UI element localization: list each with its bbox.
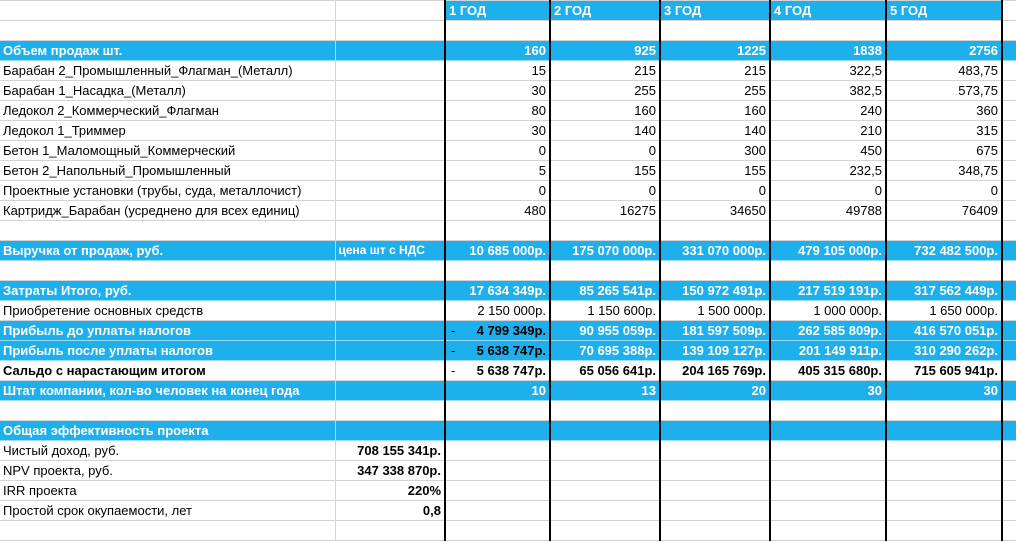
cell[interactable] (886, 481, 1002, 501)
cell[interactable] (1002, 81, 1016, 101)
metric-value[interactable]: 220% (335, 481, 445, 501)
cell[interactable] (1002, 481, 1016, 501)
cell[interactable] (0, 401, 335, 421)
item-value[interactable]: 255 (550, 81, 660, 101)
item-value[interactable]: 15 (445, 61, 550, 81)
cell[interactable] (1002, 61, 1016, 81)
year-header[interactable]: 4 ГОД (770, 1, 886, 21)
item-value[interactable]: 30 (445, 121, 550, 141)
revenue-value[interactable]: 479 105 000р. (770, 241, 886, 261)
cell[interactable] (886, 261, 1002, 281)
item-label[interactable]: Бетон 1_Маломощный_Коммерческий (0, 141, 335, 161)
cell[interactable] (550, 461, 660, 481)
cell[interactable] (335, 101, 445, 121)
item-label[interactable]: Проектные установки (трубы, суда, металлочист) (0, 181, 335, 201)
cell[interactable] (1002, 21, 1016, 41)
pbt-row (0, 321, 1016, 341)
cell[interactable] (1002, 341, 1016, 361)
item-value[interactable]: 480 (445, 201, 550, 221)
cell[interactable] (335, 121, 445, 141)
item-value[interactable]: 300 (660, 141, 770, 161)
sales-total[interactable]: 1838 (770, 41, 886, 61)
cell[interactable] (335, 321, 445, 341)
cell[interactable] (660, 461, 770, 481)
table-row (0, 61, 1016, 81)
pbt-value[interactable]: 416 570 051р. (886, 321, 1002, 341)
cell[interactable] (335, 141, 445, 161)
cell[interactable] (660, 261, 770, 281)
efficiency-row (0, 461, 1016, 481)
revenue-row (0, 241, 1016, 261)
cell[interactable] (445, 441, 550, 461)
cell[interactable] (335, 21, 445, 41)
item-value[interactable]: 450 (770, 141, 886, 161)
sales-total-row (0, 41, 1016, 61)
cell[interactable] (1002, 201, 1016, 221)
item-value[interactable]: 5 (445, 161, 550, 181)
metric-value[interactable]: 0,8 (335, 501, 445, 521)
item-value[interactable]: 155 (660, 161, 770, 181)
item-value[interactable]: 16275 (550, 201, 660, 221)
costs-value[interactable]: 217 519 191р. (770, 281, 886, 301)
table-row (0, 121, 1016, 141)
metric-label[interactable]: Простой срок окупаемости, лет (0, 501, 335, 521)
pat-value[interactable]: 139 109 127р. (660, 341, 770, 361)
minus-sign: - (451, 323, 456, 338)
cumulative-label[interactable]: Сальдо с нарастающим итогом (0, 361, 335, 381)
revenue-label[interactable]: Выручка от продаж, руб. (0, 241, 335, 261)
capex-value[interactable]: 2 150 000р. (445, 301, 550, 321)
costs-value[interactable]: 85 265 541р. (550, 281, 660, 301)
sales-total[interactable]: 2756 (886, 41, 1002, 61)
cell[interactable] (1002, 301, 1016, 321)
revenue-value[interactable]: 732 482 500р. (886, 241, 1002, 261)
cell[interactable] (1002, 41, 1016, 61)
cell[interactable] (1002, 221, 1016, 241)
cell[interactable] (335, 161, 445, 181)
capex-label[interactable]: Приобретение основных средств (0, 301, 335, 321)
cell[interactable] (1002, 361, 1016, 381)
efficiency-row (0, 501, 1016, 521)
item-value[interactable]: 0 (550, 141, 660, 161)
cell[interactable] (0, 221, 335, 241)
cell[interactable] (550, 261, 660, 281)
empty-row (0, 521, 1016, 541)
empty-row (0, 221, 1016, 241)
cell[interactable] (445, 521, 550, 541)
pat-amount: 5 638 747р. (476, 343, 546, 358)
cell[interactable] (886, 521, 1002, 541)
cell[interactable] (550, 501, 660, 521)
cell[interactable] (0, 1, 335, 21)
cell[interactable] (335, 341, 445, 361)
cell[interactable] (335, 421, 445, 441)
year-header[interactable]: 1 ГОД (445, 1, 550, 21)
cell[interactable] (550, 21, 660, 41)
cell[interactable] (770, 21, 886, 41)
cumulative-value[interactable]: 65 056 641р. (550, 361, 660, 381)
cell[interactable] (335, 1, 445, 21)
cell[interactable] (335, 261, 445, 281)
capex-value[interactable]: 1 000 000р. (770, 301, 886, 321)
item-value[interactable]: 0 (660, 181, 770, 201)
costs-row (0, 281, 1016, 301)
item-label[interactable]: Ледокол 1_Триммер (0, 121, 335, 141)
pbt-value[interactable] (445, 321, 550, 341)
revenue-value[interactable]: 10 685 000р. (445, 241, 550, 261)
staff-value[interactable]: 20 (660, 381, 770, 401)
item-value[interactable]: 160 (550, 101, 660, 121)
cell[interactable] (550, 401, 660, 421)
cell[interactable] (335, 401, 445, 421)
item-value[interactable]: 360 (886, 101, 1002, 121)
pat-row (0, 341, 1016, 361)
cell[interactable] (1002, 281, 1016, 301)
cell[interactable] (550, 481, 660, 501)
cell[interactable] (0, 521, 335, 541)
cell[interactable] (770, 461, 886, 481)
item-value[interactable]: 232,5 (770, 161, 886, 181)
item-value[interactable]: 160 (660, 101, 770, 121)
cell[interactable] (886, 421, 1002, 441)
cell[interactable] (335, 181, 445, 201)
cumulative-amount: 5 638 747р. (476, 363, 546, 378)
table-row (0, 201, 1016, 221)
cell[interactable] (886, 441, 1002, 461)
item-value[interactable]: 140 (550, 121, 660, 141)
cumulative-value[interactable] (445, 361, 550, 381)
cell[interactable] (886, 21, 1002, 41)
cell[interactable] (1002, 521, 1016, 541)
cell[interactable] (445, 401, 550, 421)
item-label[interactable]: Барабан 2_Промышленный_Флагман_(Металл) (0, 61, 335, 81)
price-note[interactable]: цена шт с НДС (335, 241, 445, 261)
item-value[interactable]: 215 (550, 61, 660, 81)
item-value[interactable]: 0 (886, 181, 1002, 201)
item-value[interactable]: 155 (550, 161, 660, 181)
cell[interactable] (1002, 261, 1016, 281)
pbt-label[interactable]: Прибыль до уплаты налогов (0, 321, 335, 341)
cell[interactable] (335, 81, 445, 101)
cell[interactable] (0, 21, 335, 41)
item-label[interactable]: Бетон 2_Напольный_Промышленный (0, 161, 335, 181)
staff-label[interactable]: Штат компании, кол-во человек на конец года (0, 381, 335, 401)
item-value[interactable]: 573,75 (886, 81, 1002, 101)
costs-value[interactable]: 150 972 491р. (660, 281, 770, 301)
item-value[interactable]: 0 (770, 181, 886, 201)
staff-value[interactable]: 10 (445, 381, 550, 401)
cell[interactable] (445, 481, 550, 501)
pat-label[interactable]: Прибыль после уплаты налогов (0, 341, 335, 361)
efficiency-row (0, 481, 1016, 501)
item-value[interactable]: 348,75 (886, 161, 1002, 181)
cell[interactable] (1002, 501, 1016, 521)
cell[interactable] (0, 261, 335, 281)
item-value[interactable]: 80 (445, 101, 550, 121)
staff-value[interactable]: 13 (550, 381, 660, 401)
cell[interactable] (660, 481, 770, 501)
cell[interactable] (660, 441, 770, 461)
staff-row (0, 381, 1016, 401)
cumulative-value[interactable]: 204 165 769р. (660, 361, 770, 381)
cell[interactable] (770, 481, 886, 501)
metric-label[interactable]: NPV проекта, руб. (0, 461, 335, 481)
cell[interactable] (335, 381, 445, 401)
cell[interactable] (660, 221, 770, 241)
pat-value[interactable]: 201 149 911р. (770, 341, 886, 361)
staff-value[interactable]: 30 (770, 381, 886, 401)
efficiency-header-row (0, 421, 1016, 441)
empty-row (0, 21, 1016, 41)
cell[interactable] (770, 501, 886, 521)
cell[interactable] (1002, 441, 1016, 461)
cell[interactable] (445, 21, 550, 41)
cell[interactable] (445, 261, 550, 281)
cell[interactable] (445, 221, 550, 241)
cell[interactable] (335, 201, 445, 221)
table-row (0, 141, 1016, 161)
item-value[interactable]: 0 (445, 141, 550, 161)
cumulative-value[interactable]: 715 605 941р. (886, 361, 1002, 381)
item-value[interactable]: 382,5 (770, 81, 886, 101)
metric-value[interactable]: 347 338 870р. (335, 461, 445, 481)
costs-value[interactable]: 317 562 449р. (886, 281, 1002, 301)
staff-value[interactable]: 30 (886, 381, 1002, 401)
cell[interactable] (335, 301, 445, 321)
pat-value[interactable] (445, 341, 550, 361)
sales-total[interactable]: 925 (550, 41, 660, 61)
costs-label[interactable]: Затраты Итого, руб. (0, 281, 335, 301)
item-value[interactable]: 49788 (770, 201, 886, 221)
item-value[interactable]: 210 (770, 121, 886, 141)
cell[interactable] (550, 441, 660, 461)
cell[interactable] (1002, 241, 1016, 261)
pbt-value[interactable]: 90 955 059р. (550, 321, 660, 341)
efficiency-row (0, 441, 1016, 461)
table-row (0, 161, 1016, 181)
item-value[interactable]: 322,5 (770, 61, 886, 81)
item-value[interactable]: 675 (886, 141, 1002, 161)
metric-label[interactable]: IRR проекта (0, 481, 335, 501)
item-value[interactable]: 34650 (660, 201, 770, 221)
cell[interactable] (445, 421, 550, 441)
capex-row (0, 301, 1016, 321)
capex-value[interactable]: 1 150 600р. (550, 301, 660, 321)
table-row (0, 181, 1016, 201)
pbt-amount: 4 799 349р. (476, 323, 546, 338)
item-value[interactable]: 0 (550, 181, 660, 201)
cell[interactable] (1002, 381, 1016, 401)
cell[interactable] (1002, 461, 1016, 481)
cell[interactable] (1002, 141, 1016, 161)
item-label[interactable]: Барабан 1_Насадка_(Металл) (0, 81, 335, 101)
cell[interactable] (335, 281, 445, 301)
cell[interactable] (335, 361, 445, 381)
item-value[interactable]: 240 (770, 101, 886, 121)
cell[interactable] (1002, 421, 1016, 441)
item-label[interactable]: Картридж_Барабан (усреднено для всех единиц) (0, 201, 335, 221)
cell[interactable] (770, 521, 886, 541)
item-value[interactable]: 215 (660, 61, 770, 81)
cell[interactable] (886, 501, 1002, 521)
cell[interactable] (550, 221, 660, 241)
pat-value[interactable]: 70 695 388р. (550, 341, 660, 361)
item-value[interactable]: 255 (660, 81, 770, 101)
item-value[interactable]: 483,75 (886, 61, 1002, 81)
pbt-value[interactable]: 181 597 509р. (660, 321, 770, 341)
cell[interactable] (886, 221, 1002, 241)
cell[interactable] (1002, 181, 1016, 201)
cell[interactable] (445, 461, 550, 481)
cell[interactable] (1002, 1, 1016, 21)
cell[interactable] (770, 401, 886, 421)
year-header-row (0, 1, 1016, 21)
item-value[interactable]: 140 (660, 121, 770, 141)
capex-value[interactable]: 1 650 000р. (886, 301, 1002, 321)
cell[interactable] (335, 61, 445, 81)
cell[interactable] (445, 501, 550, 521)
cell[interactable] (1002, 321, 1016, 341)
cell[interactable] (1002, 101, 1016, 121)
empty-row (0, 401, 1016, 421)
cell[interactable] (660, 501, 770, 521)
cell[interactable] (660, 21, 770, 41)
item-value[interactable]: 0 (445, 181, 550, 201)
cell[interactable] (886, 401, 1002, 421)
cell[interactable] (335, 221, 445, 241)
cell[interactable] (660, 521, 770, 541)
cell[interactable] (770, 261, 886, 281)
cell[interactable] (335, 521, 445, 541)
cell[interactable] (1002, 161, 1016, 181)
cell[interactable] (1002, 121, 1016, 141)
item-value[interactable]: 76409 (886, 201, 1002, 221)
cell[interactable] (550, 421, 660, 441)
cell[interactable] (550, 521, 660, 541)
revenue-value[interactable]: 331 070 000р. (660, 241, 770, 261)
item-value[interactable]: 315 (886, 121, 1002, 141)
sales-total[interactable]: 1225 (660, 41, 770, 61)
pbt-value[interactable]: 262 585 809р. (770, 321, 886, 341)
cell[interactable] (660, 421, 770, 441)
cell[interactable] (335, 41, 445, 61)
capex-value[interactable]: 1 500 000р. (660, 301, 770, 321)
sales-title[interactable]: Объем продаж шт. (0, 41, 335, 61)
empty-row (0, 261, 1016, 281)
costs-value[interactable]: 17 634 349р. (445, 281, 550, 301)
cell[interactable] (770, 441, 886, 461)
table-row (0, 101, 1016, 121)
cumulative-value[interactable]: 405 315 680р. (770, 361, 886, 381)
cell[interactable] (660, 401, 770, 421)
sales-total[interactable]: 160 (445, 41, 550, 61)
item-value[interactable]: 30 (445, 81, 550, 101)
year-header[interactable]: 3 ГОД (660, 1, 770, 21)
cell[interactable] (1002, 401, 1016, 421)
minus-sign: - (451, 343, 456, 358)
cell[interactable] (770, 421, 886, 441)
year-header[interactable]: 5 ГОД (886, 1, 1002, 21)
metric-label[interactable]: Чистый доход, руб. (0, 441, 335, 461)
cell[interactable] (886, 461, 1002, 481)
cell[interactable] (770, 221, 886, 241)
year-header[interactable]: 2 ГОД (550, 1, 660, 21)
cumulative-row (0, 361, 1016, 381)
metric-value[interactable]: 708 155 341р. (335, 441, 445, 461)
efficiency-title[interactable]: Общая эффективность проекта (0, 421, 335, 441)
minus-sign: - (451, 363, 456, 378)
pat-value[interactable]: 310 290 262р. (886, 341, 1002, 361)
item-label[interactable]: Ледокол 2_Коммерческий_Флагман (0, 101, 335, 121)
revenue-value[interactable]: 175 070 000р. (550, 241, 660, 261)
table-row (0, 81, 1016, 101)
